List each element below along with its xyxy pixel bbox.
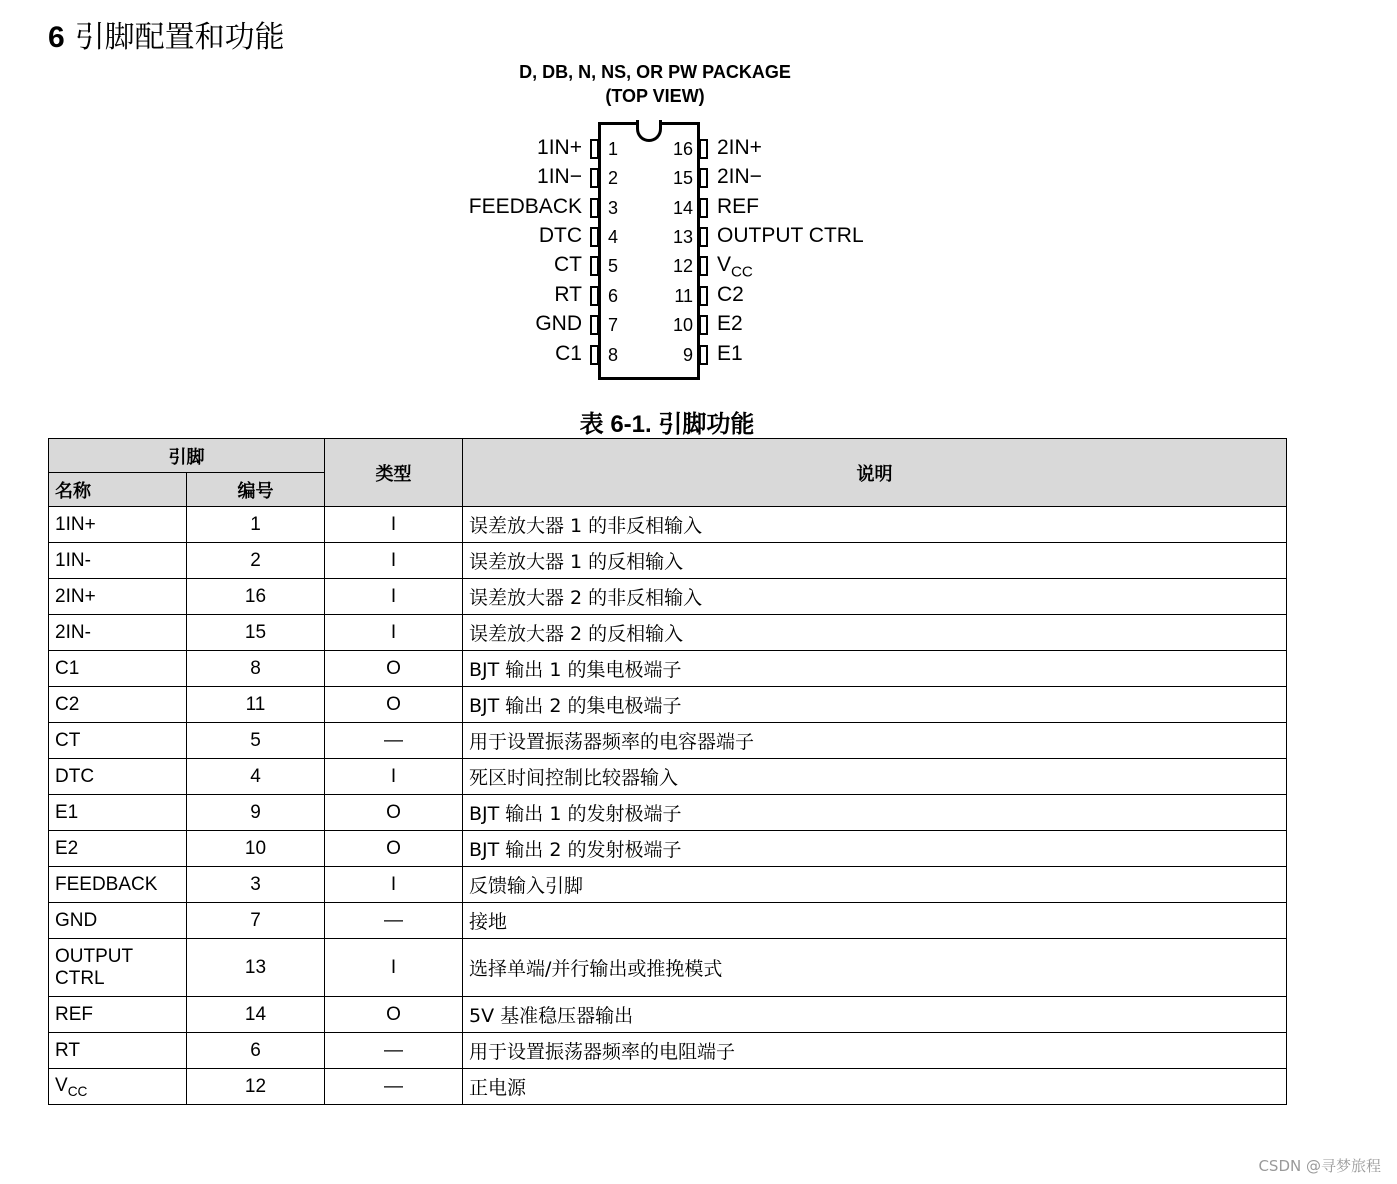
cell-description-text: BJT 输出 2 的发射极端子: [469, 839, 682, 861]
pin-number-right: [673, 198, 693, 219]
section-title: [48, 12, 285, 56]
pin-label-left: [537, 136, 582, 160]
cell-number: [187, 579, 325, 615]
cell-type: [325, 543, 463, 579]
pin-lead-left: [590, 286, 599, 306]
section-number: 6: [48, 21, 65, 54]
pin-number-left: [608, 315, 618, 336]
pin-lead-left: [590, 198, 599, 218]
header-name: 名称: [49, 473, 187, 507]
table-row: [49, 831, 1287, 867]
cell-type: [325, 903, 463, 939]
pin-lead-right: [699, 256, 708, 276]
caption-title: 引脚功能: [658, 410, 755, 438]
cell-number: [187, 615, 325, 651]
cell-type: [325, 651, 463, 687]
watermark: CSDN @寻梦旅程: [1258, 1157, 1381, 1175]
header-number: 编号: [187, 473, 325, 507]
cell-description-text: 误差放大器 1 的非反相输入: [469, 515, 703, 537]
cell-name: [49, 1033, 187, 1069]
cell-type: [325, 939, 463, 997]
cell-number: [187, 759, 325, 795]
cell-type: [325, 795, 463, 831]
cell-number-text: 4: [250, 765, 261, 787]
cell-type-text: —: [384, 729, 403, 751]
table-row: [49, 903, 1287, 939]
pin-text: 6: [608, 286, 619, 306]
cell-name-text: E1: [55, 801, 79, 823]
cell-number-text: 11: [245, 693, 266, 715]
cell-name-text: DTC: [55, 765, 95, 787]
cell-type: [325, 831, 463, 867]
pin-text: 10: [672, 315, 693, 335]
section-title-text: 引脚配置和功能: [74, 20, 285, 55]
header-pin: 引脚: [49, 439, 325, 473]
cell-type-text: O: [386, 693, 401, 715]
cell-description: [463, 997, 1287, 1033]
pin-text: FEEDBACK: [468, 195, 582, 218]
pin-number-left: [608, 286, 618, 307]
cell-type-text: I: [390, 513, 397, 535]
table-row: [49, 795, 1287, 831]
cell-description: [463, 831, 1287, 867]
pin-text: OUTPUT CTRL: [717, 224, 864, 247]
pin-number-left: [608, 198, 618, 219]
cell-description-text: 用于设置振荡器频率的电阻端子: [469, 1041, 736, 1063]
pin-text: RT: [554, 283, 582, 306]
table-row: [49, 723, 1287, 759]
cell-number-text: 3: [250, 873, 261, 895]
pin-text: 13: [672, 227, 693, 247]
pin-label-left: [539, 224, 582, 248]
pin-text: 1IN−: [537, 165, 582, 188]
pin-text: 5: [608, 256, 619, 276]
cell-name-text: REF: [55, 1003, 93, 1025]
pin-label-right: [717, 136, 762, 160]
cell-number: [187, 651, 325, 687]
cell-name: [49, 687, 187, 723]
cell-description: [463, 615, 1287, 651]
cell-name-text: V: [55, 1074, 68, 1096]
cell-description: [463, 867, 1287, 903]
pin-text: 2: [608, 168, 619, 188]
pin-text: 15: [672, 168, 693, 188]
cell-type-text: I: [390, 765, 397, 787]
table-row: [49, 1033, 1287, 1069]
pin-subscript: CC: [731, 263, 753, 281]
table-header-row: [49, 439, 1287, 473]
pin-text: C2: [717, 283, 744, 306]
cell-type: [325, 1069, 463, 1105]
cell-name-text: CT: [55, 729, 81, 751]
table-row: [49, 651, 1287, 687]
pin-text: 1: [608, 139, 619, 159]
cell-description: [463, 543, 1287, 579]
cell-number: [187, 795, 325, 831]
cell-description-text: 误差放大器 2 的反相输入: [469, 623, 684, 645]
cell-type-text: —: [384, 909, 403, 931]
ic-body: [598, 122, 700, 380]
cell-number-text: 8: [250, 657, 261, 679]
cell-type-text: O: [386, 837, 401, 859]
cell-name-text: GND: [55, 909, 98, 931]
pin-text: CT: [554, 253, 582, 276]
pin-label-right: [717, 195, 759, 219]
pin-text: GND: [535, 312, 582, 335]
cell-description-text: 用于设置振荡器频率的电容器端子: [469, 731, 755, 753]
table-body: [49, 507, 1287, 1105]
cell-number-text: 14: [244, 1003, 267, 1025]
cell-number: [187, 723, 325, 759]
pin-number-left: [608, 256, 618, 277]
pin-label-right: [717, 224, 864, 248]
pin-text: 12: [672, 256, 693, 276]
cell-type-text: I: [390, 873, 397, 895]
cell-description-text: 正电源: [469, 1077, 527, 1099]
pin-label-left: [535, 312, 582, 336]
cell-name: [49, 723, 187, 759]
table-row: [49, 687, 1287, 723]
cell-name: [49, 543, 187, 579]
pin-text: C1: [555, 342, 582, 365]
package-view: (TOP VIEW): [605, 86, 705, 106]
pin-label-right: [717, 165, 762, 189]
pin-number-left: [608, 345, 618, 366]
cell-name-text: FEEDBACK: [55, 873, 158, 895]
table-row: [49, 867, 1287, 903]
cell-description: [463, 1033, 1287, 1069]
pin-number-right: [673, 139, 693, 160]
pin-lead-right: [699, 198, 708, 218]
pin-text: 4: [608, 227, 619, 247]
cell-number: [187, 507, 325, 543]
cell-number-text: 12: [244, 1075, 267, 1097]
cell-number: [187, 1033, 325, 1069]
cell-name: [49, 759, 187, 795]
pin-text: 8: [608, 345, 619, 365]
cell-number-text: 7: [250, 909, 261, 931]
cell-name: [49, 903, 187, 939]
pin-label-right: [717, 253, 753, 280]
cell-number-text: 1: [250, 513, 261, 535]
cell-type-text: O: [386, 1003, 401, 1025]
header-type: 类型: [325, 439, 463, 507]
cell-type-text: —: [384, 1075, 403, 1097]
pin-text: 11: [674, 286, 693, 306]
cell-name-subscript: CC: [67, 1083, 88, 1099]
table-row: [49, 615, 1287, 651]
cell-number-text: 15: [244, 621, 267, 643]
cell-name-text: 1IN+: [55, 513, 96, 535]
cell-name-text: 2IN+: [55, 585, 96, 607]
cell-type: [325, 507, 463, 543]
cell-type: [325, 723, 463, 759]
pin-number-right: [673, 168, 693, 189]
pin-text: 16: [672, 139, 693, 159]
cell-type: [325, 579, 463, 615]
table-row: [49, 507, 1287, 543]
cell-type: [325, 1033, 463, 1069]
pin-lead-left: [590, 227, 599, 247]
cell-description-text: 5V 基准稳压器输出: [469, 1005, 634, 1027]
cell-number: [187, 867, 325, 903]
cell-description: [463, 507, 1287, 543]
cell-type: [325, 759, 463, 795]
pin-lead-right: [699, 168, 708, 188]
cell-description-text: 误差放大器 2 的非反相输入: [469, 587, 703, 609]
cell-description: [463, 939, 1287, 997]
cell-number: [187, 687, 325, 723]
cell-type: [325, 615, 463, 651]
pin-label-left: [537, 165, 582, 189]
pin-text: E2: [717, 312, 743, 335]
cell-name-text: 2IN-: [55, 621, 91, 643]
cell-type-text: I: [390, 549, 397, 571]
cell-description-text: BJT 输出 1 的发射极端子: [469, 803, 682, 825]
cell-number-text: 9: [250, 801, 261, 823]
pin-label-left: [554, 283, 582, 307]
cell-type: [325, 997, 463, 1033]
pin-label-right: [717, 312, 743, 336]
cell-number: [187, 831, 325, 867]
package-title: D, DB, N, NS, OR PW PACKAGE: [519, 62, 791, 82]
table-row: [49, 997, 1287, 1033]
table-row: [49, 1069, 1287, 1105]
cell-name-text: OUTPUT CTRL: [55, 945, 133, 989]
cell-type-text: —: [384, 1039, 403, 1061]
cell-type: [325, 687, 463, 723]
pin-text: REF: [717, 195, 759, 218]
header-desc: 说明: [463, 439, 1287, 507]
pin-text: 2IN+: [717, 136, 762, 159]
pin-lead-right: [699, 227, 708, 247]
pin-number-left: [608, 168, 618, 189]
pin-lead-left: [590, 256, 599, 276]
cell-name-text: C2: [55, 693, 80, 715]
cell-name: [49, 579, 187, 615]
pin-text: 3: [608, 198, 619, 218]
cell-type-text: I: [390, 621, 397, 643]
cell-name-text: C1: [55, 657, 80, 679]
cell-name: [49, 651, 187, 687]
cell-name: [49, 507, 187, 543]
cell-description-text: 误差放大器 1 的反相输入: [469, 551, 684, 573]
pin-text: 7: [608, 315, 619, 335]
cell-description: [463, 723, 1287, 759]
pin-text: DTC: [538, 224, 582, 247]
cell-description-text: 选择单端/并行输出或推挽模式: [469, 958, 723, 980]
cell-description-text: 反馈输入引脚: [469, 875, 584, 897]
cell-number: [187, 997, 325, 1033]
pin-lead-right: [699, 286, 708, 306]
cell-number: [187, 903, 325, 939]
cell-type-text: O: [386, 801, 401, 823]
pin-lead-left: [590, 139, 599, 159]
caption-number: 6-1.: [610, 411, 652, 438]
pin-number-right: [673, 256, 693, 277]
cell-description: [463, 687, 1287, 723]
cell-name: [49, 831, 187, 867]
cell-number: [187, 1069, 325, 1105]
cell-description: [463, 579, 1287, 615]
cell-description: [463, 759, 1287, 795]
cell-type-text: I: [390, 956, 397, 978]
cell-description: [463, 651, 1287, 687]
cell-description: [463, 1069, 1287, 1105]
cell-name-text: RT: [55, 1039, 80, 1061]
pin-text: 2IN−: [717, 165, 762, 188]
pin-label-left: [554, 253, 582, 277]
cell-type-text: O: [386, 657, 401, 679]
cell-name-text: E2: [55, 837, 79, 859]
cell-name: [49, 997, 187, 1033]
pin-lead-left: [590, 345, 599, 365]
pin-label-right: [717, 342, 743, 366]
table-caption: [0, 404, 1334, 439]
cell-name: [49, 795, 187, 831]
cell-description-text: 接地: [469, 911, 508, 933]
cell-name: [49, 867, 187, 903]
pin-number-right: [673, 315, 693, 336]
cell-name: [49, 615, 187, 651]
pin-text: V: [717, 253, 732, 276]
pin-number-right: [683, 345, 693, 366]
cell-number-text: 10: [244, 837, 267, 859]
pin-text: 1IN+: [537, 136, 582, 159]
pin-text: 14: [672, 198, 693, 218]
cell-number-text: 13: [244, 956, 267, 978]
cell-number-text: 16: [244, 585, 267, 607]
pin-lead-right: [699, 139, 708, 159]
table-row: [49, 579, 1287, 615]
cell-number: [187, 543, 325, 579]
pin-text: E1: [717, 342, 743, 365]
pin-label-left: [555, 342, 582, 366]
pin-text: 9: [682, 345, 693, 365]
cell-number-text: 2: [250, 549, 261, 571]
table-row: [49, 759, 1287, 795]
pin-lead-right: [699, 345, 708, 365]
cell-type-text: I: [390, 585, 397, 607]
cell-description-text: BJT 输出 1 的集电极端子: [469, 659, 682, 681]
cell-description-text: 死区时间控制比较器输入: [469, 767, 679, 789]
cell-number: [187, 939, 325, 997]
table-row: [49, 939, 1287, 997]
pin-label-left: [469, 195, 582, 219]
caption-prefix: 表: [579, 410, 604, 438]
pin-lead-left: [590, 315, 599, 335]
cell-name-text: 1IN-: [55, 549, 91, 571]
pin-function-table: [48, 438, 1287, 1105]
cell-description: [463, 795, 1287, 831]
pin-lead-right: [699, 315, 708, 335]
cell-description-text: BJT 输出 2 的集电极端子: [469, 695, 682, 717]
cell-description: [463, 903, 1287, 939]
pin-number-right: [674, 286, 693, 307]
table-row: [49, 543, 1287, 579]
pin-number-left: [608, 139, 618, 160]
cell-type: [325, 867, 463, 903]
cell-number-text: 6: [250, 1039, 261, 1061]
cell-name: [49, 939, 187, 997]
pin-number-right: [673, 227, 693, 248]
pin-lead-left: [590, 168, 599, 188]
cell-name: [49, 1069, 187, 1105]
pin-number-left: [608, 227, 618, 248]
cell-number-text: 5: [250, 729, 261, 751]
pin-label-right: [717, 283, 744, 307]
